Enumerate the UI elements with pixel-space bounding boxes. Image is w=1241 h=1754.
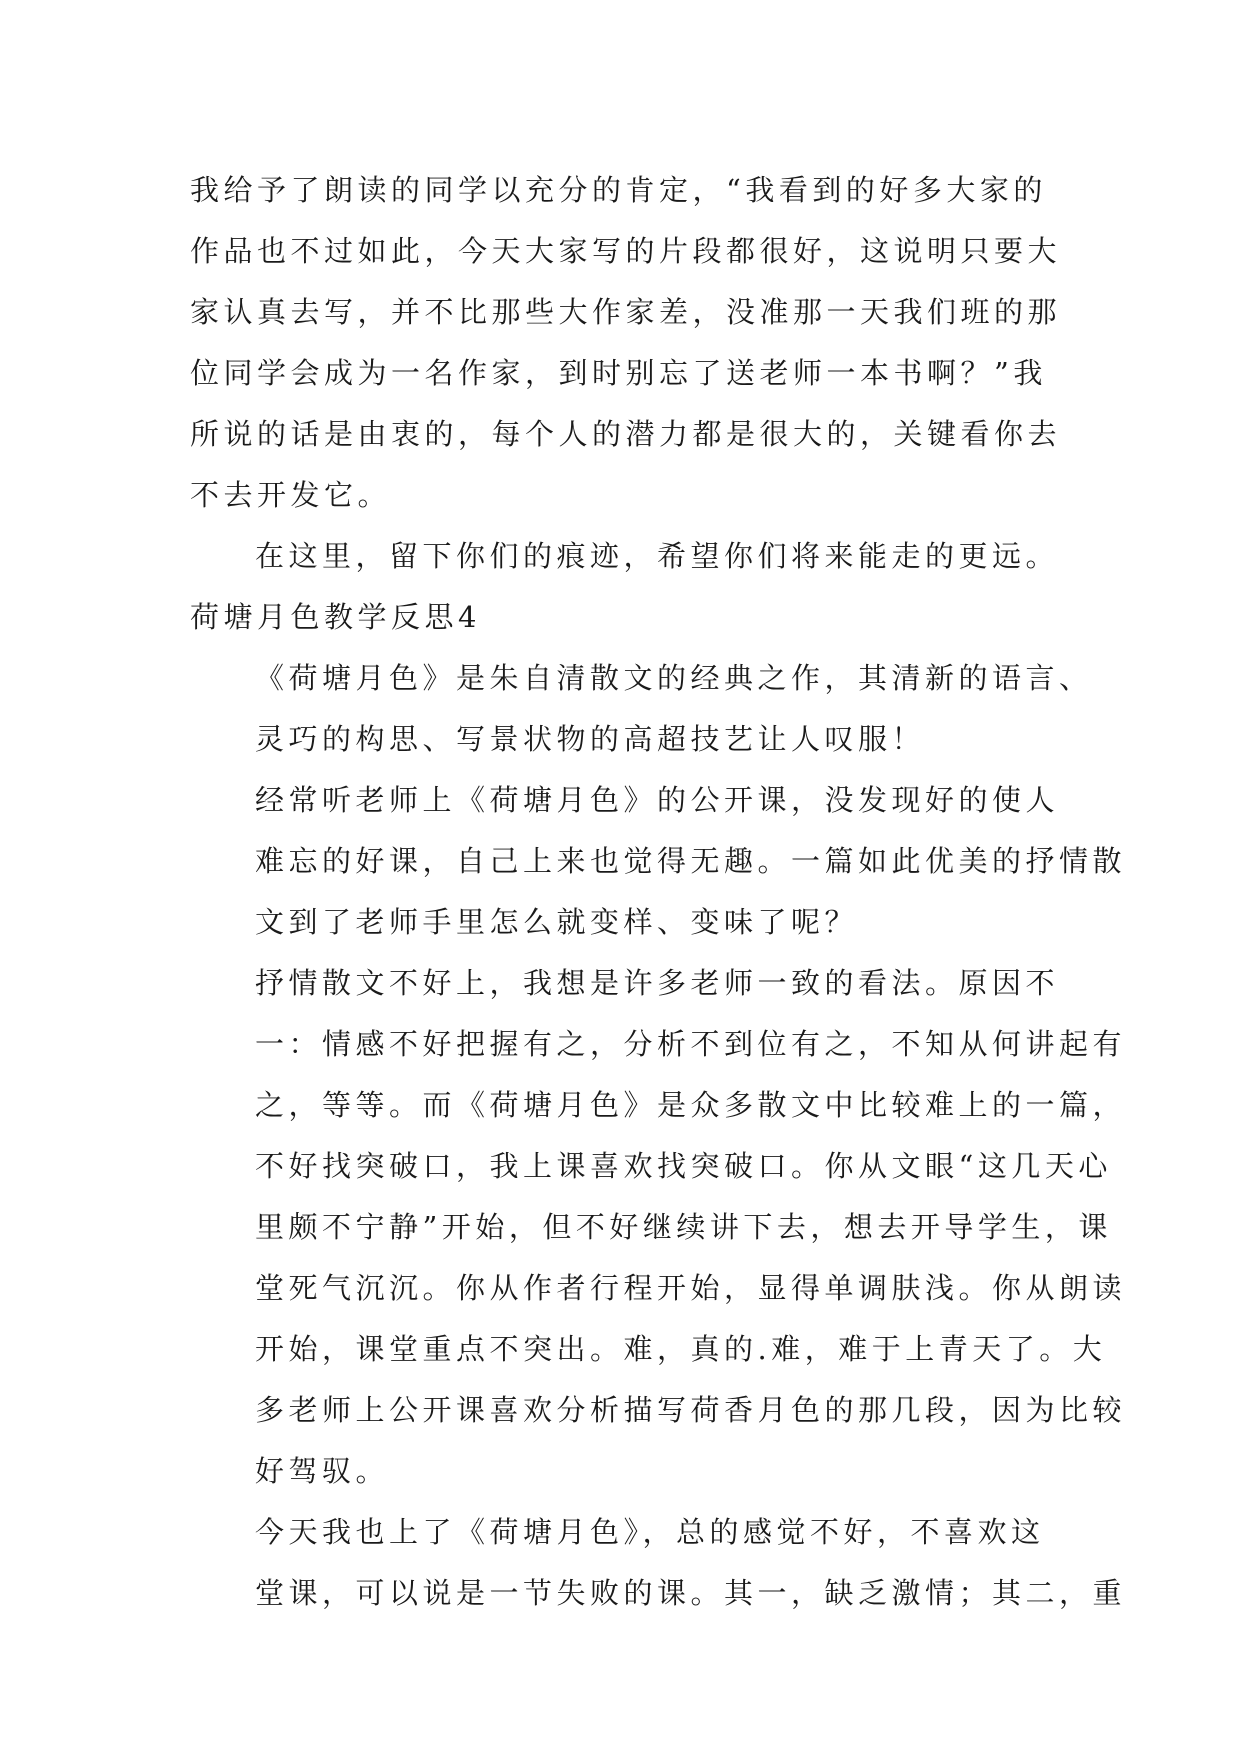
text-line: 堂死气沉沉。你从作者行程开始，显得单调肤浅。你从朗读 [255,1271,1127,1305]
text-line: 灵巧的构思、写景状物的高超技艺让人叹服！ [255,722,926,756]
text-line: 不好找突破口，我上课喜欢找突破口。你从文眼“这几天心 [255,1149,1112,1183]
text-line: 经常听老师上《荷塘月色》的公开课，没发现好的使人 [255,783,1060,817]
text-line: 不去开发它。 [190,478,392,512]
text-line: 所说的话是由衷的，每个人的潜力都是很大的，关键看你去 [190,417,1062,451]
text-line: 在这里，留下你们的痕迹，希望你们将来能走的更远。 [255,539,1060,573]
paragraph-difficulty [190,953,1127,1502]
paragraph-observation [190,770,1127,953]
text-line: 之，等等。而《荷塘月色》是众多散文中比较难上的一篇， [255,1088,1127,1122]
paragraph-closing [190,526,1060,587]
paragraph-reflection [190,1502,1127,1624]
text-line: 家认真去写，并不比那些大作家差，没准那一天我们班的那 [190,295,1062,329]
text-line: 今天我也上了《荷塘月色》，总的感觉不好，不喜欢这 [255,1515,1045,1549]
text-line: 里颇不宁静”开始，但不好继续讲下去，想去开导学生，课 [255,1210,1112,1244]
text-line: 好驾驭。 [255,1454,390,1488]
text-line: 难忘的好课，自己上来也觉得无趣。一篇如此优美的抒情散 [255,844,1127,878]
text-line: 一：情感不好把握有之，分析不到位有之，不知从何讲起有 [255,1027,1127,1061]
text-line: 多老师上公开课喜欢分析描写荷香月色的那几段，因为比较 [255,1393,1127,1427]
text-line: 我给予了朗读的同学以充分的肯定，“我看到的好多大家的 [190,173,1047,207]
text-line: 《荷塘月色》是朱自清散文的经典之作，其清新的语言、 [255,661,1093,695]
text-line: 作品也不过如此，今天大家写的片段都很好，这说明只要大 [190,234,1062,268]
text-line: 抒情散文不好上，我想是许多老师一致的看法。原因不 [255,966,1060,1000]
document-body [190,160,1127,1624]
text-line: 文到了老师手里怎么就变样、变味了呢？ [255,905,859,939]
text-line: 位同学会成为一名作家，到时别忘了送老师一本书啊？”我 [190,356,1047,390]
paragraph-intro [190,648,1093,770]
text-line: 开始，课堂重点不突出。难，真的.难，难于上青天了。大 [255,1332,1107,1366]
heading-text: 荷塘月色教学反思4 [190,600,481,634]
text-line: 堂课，可以说是一节失败的课。其一，缺乏激情；其二，重 [255,1576,1127,1610]
paragraph-praise [190,160,1062,526]
section-heading [190,587,1052,648]
